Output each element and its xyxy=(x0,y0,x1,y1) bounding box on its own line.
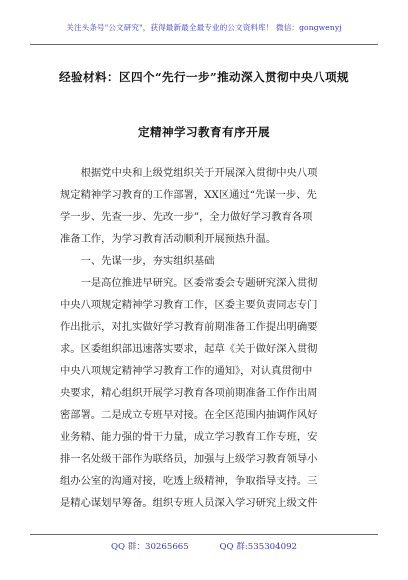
body-line: 央要求，精心组织开展学习教育各项前期准备工作作出周 xyxy=(60,387,318,399)
body-line: 作出批示，对扎实做好学习教育前期准备工作提出明确要 xyxy=(60,321,318,333)
body-line: 是精心谋划早筹备。组织专班人员深入学习研究上级文件 xyxy=(60,497,318,509)
body-line: 求。区委组织部迅速落实要求，起草《关于做好深入贯彻 xyxy=(60,343,318,355)
footer-qq-group-2: QQ 群:535304092 xyxy=(219,542,298,552)
page-header: 关注头条号"公文研究"，获得最新最全最专业的公文资料库！ 微信：gongwenyj xyxy=(66,23,342,32)
header-divider xyxy=(30,44,378,45)
body-line: 密部署。二是成立专班早对接。在全区范围内抽调作风好 xyxy=(60,409,318,421)
body-line: 中央八项规定精神学习教育工作的通知》，对认真贯彻中 xyxy=(60,365,313,377)
footer-qq-group-1: QQ 群：30265665 xyxy=(110,542,189,552)
body-line: 组办公室的沟通对接，吃透上级精神，争取指导支持。三 xyxy=(60,475,318,487)
page-footer xyxy=(0,540,408,552)
body-line: 规定精神学习教育的工作部署，XX区通过“先谋一步、先 xyxy=(60,189,317,201)
footer-divider xyxy=(30,534,378,535)
body-line: 准备工作，为学习教育活动顺利开展预热升温。 xyxy=(60,233,277,245)
body-line: 中央八项规定精神学习教育工作，区委主要负责同志专门 xyxy=(60,299,318,311)
document-body xyxy=(60,162,352,514)
body-line: 一是高位推进早研究。区委常委会专题研究深入贯彻 xyxy=(60,277,318,289)
document-title-line-1: 经验材料：区四个“先行一步”推动深入贯彻中央八项规 xyxy=(59,70,349,84)
body-line: 学一步、先查一步、先改一步”，全力做好学习教育各项 xyxy=(60,211,313,223)
body-line: 业务精、能力强的骨干力量，成立学习教育工作专班，安 xyxy=(60,431,318,443)
body-line: 一、先谋一步，夯实组织基础 xyxy=(60,255,215,267)
document-title-line-2: 定精神学习教育有序开展 xyxy=(138,125,270,139)
body-line: 根据党中央和上级党组织关于开展深入贯彻中央八项 xyxy=(60,167,318,179)
body-line: 排一名处级干部作为联络员，加强与上级学习教育领导小 xyxy=(60,453,318,465)
